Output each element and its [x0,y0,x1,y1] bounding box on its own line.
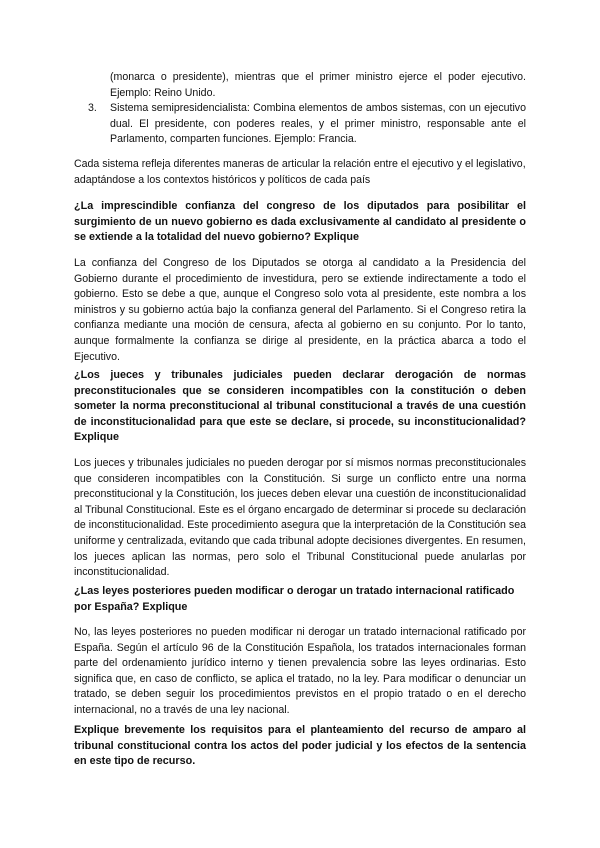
answer-1-paragraph: La confianza del Congreso de los Diputados se otorga al candidato a la Presidencia del Gobierno durante el procedimiento de investidura, pero se extiende indirectamente a todo el gobierno. Esto se debe a que, aunque el Congreso solo vota al presidente, este nombra a los ministros y su gobierno actúa bajo la confianza general del Parlamento. Si el Congreso retira la confianza mediante una moción de censura, afecta al gobierno en su conjunto. Por lo tanto, aunque formalmente la confianza se dirige al presidente, en la práctica abarca a todo el Ejecutivo. [74,257,526,363]
list-item-2-continuation: (monarca o presidente), mientras que el primer ministro ejerce el poder ejecutivo. Ejemplo: Reino Unido. [110,71,526,99]
answer-2-paragraph: Los jueces y tribunales judiciales no pueden derogar por sí mismos normas preconstitucionales que consideren incompatibles con la Constitución. Si surge un conflicto entre una norma preconstitucional y la Constitución, los jueces deben elevar una cuestión de inconstitucionalidad al Tribunal Constitucional. Este es el órgano encargado de determinar si procede su declaración de inconstitucionalidad. Este procedimiento asegura que la interpretación de la Constitución sea uniforme y centralizada, evitando que cada tribunal adopte decisiones divergentes. En resumen, los jueces aplican las normas, pero solo el Tribunal Constitucional puede anularlas por inconstitucionalidad. [74,457,526,579]
list-item-3 [88,101,526,148]
question-4-heading: Explique brevemente los requisitos para el planteamiento del recurso de amparo al tribunal constitucional contra los actos del poder judicial y los efectos de la sentencia en este tipo de recurso. [74,724,526,768]
question-1-heading: ¿La imprescindible confianza del congreso de los diputados para posibilitar el surgimiento de un nuevo gobierno es dada exclusivamente al candidato al presidente o se extiende a la totalidad del nuevo gobierno? Explique [74,200,526,244]
question-3-heading: ¿Las leyes posteriores pueden modificar o derogar un tratado internacional ratificado por España? Explique [74,585,515,613]
list-item-3-text: Sistema semipresidencialista: Combina elementos de ambos sistemas, con un ejecutivo dual. El presidente, con poderes reales, y el primer ministro, responsable ante el Parlamento, comparten funciones. Ejemplo: Francia. [110,102,526,146]
summary-paragraph: Cada sistema refleja diferentes maneras de articular la relación entre el ejecutivo y el legislativo, adaptándose a los contextos históricos y políticos de cada país [74,158,526,186]
numbered-list [88,70,526,148]
question-2-heading: ¿Los jueces y tribunales judiciales pueden declarar derogación de normas preconstitucionales que se consideren incompatibles con la constitución o deben someter la norma preconstitucional al tribunal constitucional a través de una cuestión de inconstitucionalidad para que este se declare, si procede, su inconstitucionalidad? Explique [74,369,526,444]
answer-3-paragraph: No, las leyes posteriores no pueden modificar ni derogar un tratado internacional ratificado por España. Según el artículo 96 de la Constitución Española, los tratados internacionales forman parte del ordenamiento jurídico interno y tienen prevalencia sobre las leyes ordinarias. Esto significa que, en caso de conflicto, se aplica el tratado, no la ley. Para modificar o denunciar un tratado, se deben seguir los procedimientos previstos en el propio tratado o en el derecho internacional, no a través de una ley nacional. [74,626,526,716]
list-item-3-number: 3. [88,102,97,115]
